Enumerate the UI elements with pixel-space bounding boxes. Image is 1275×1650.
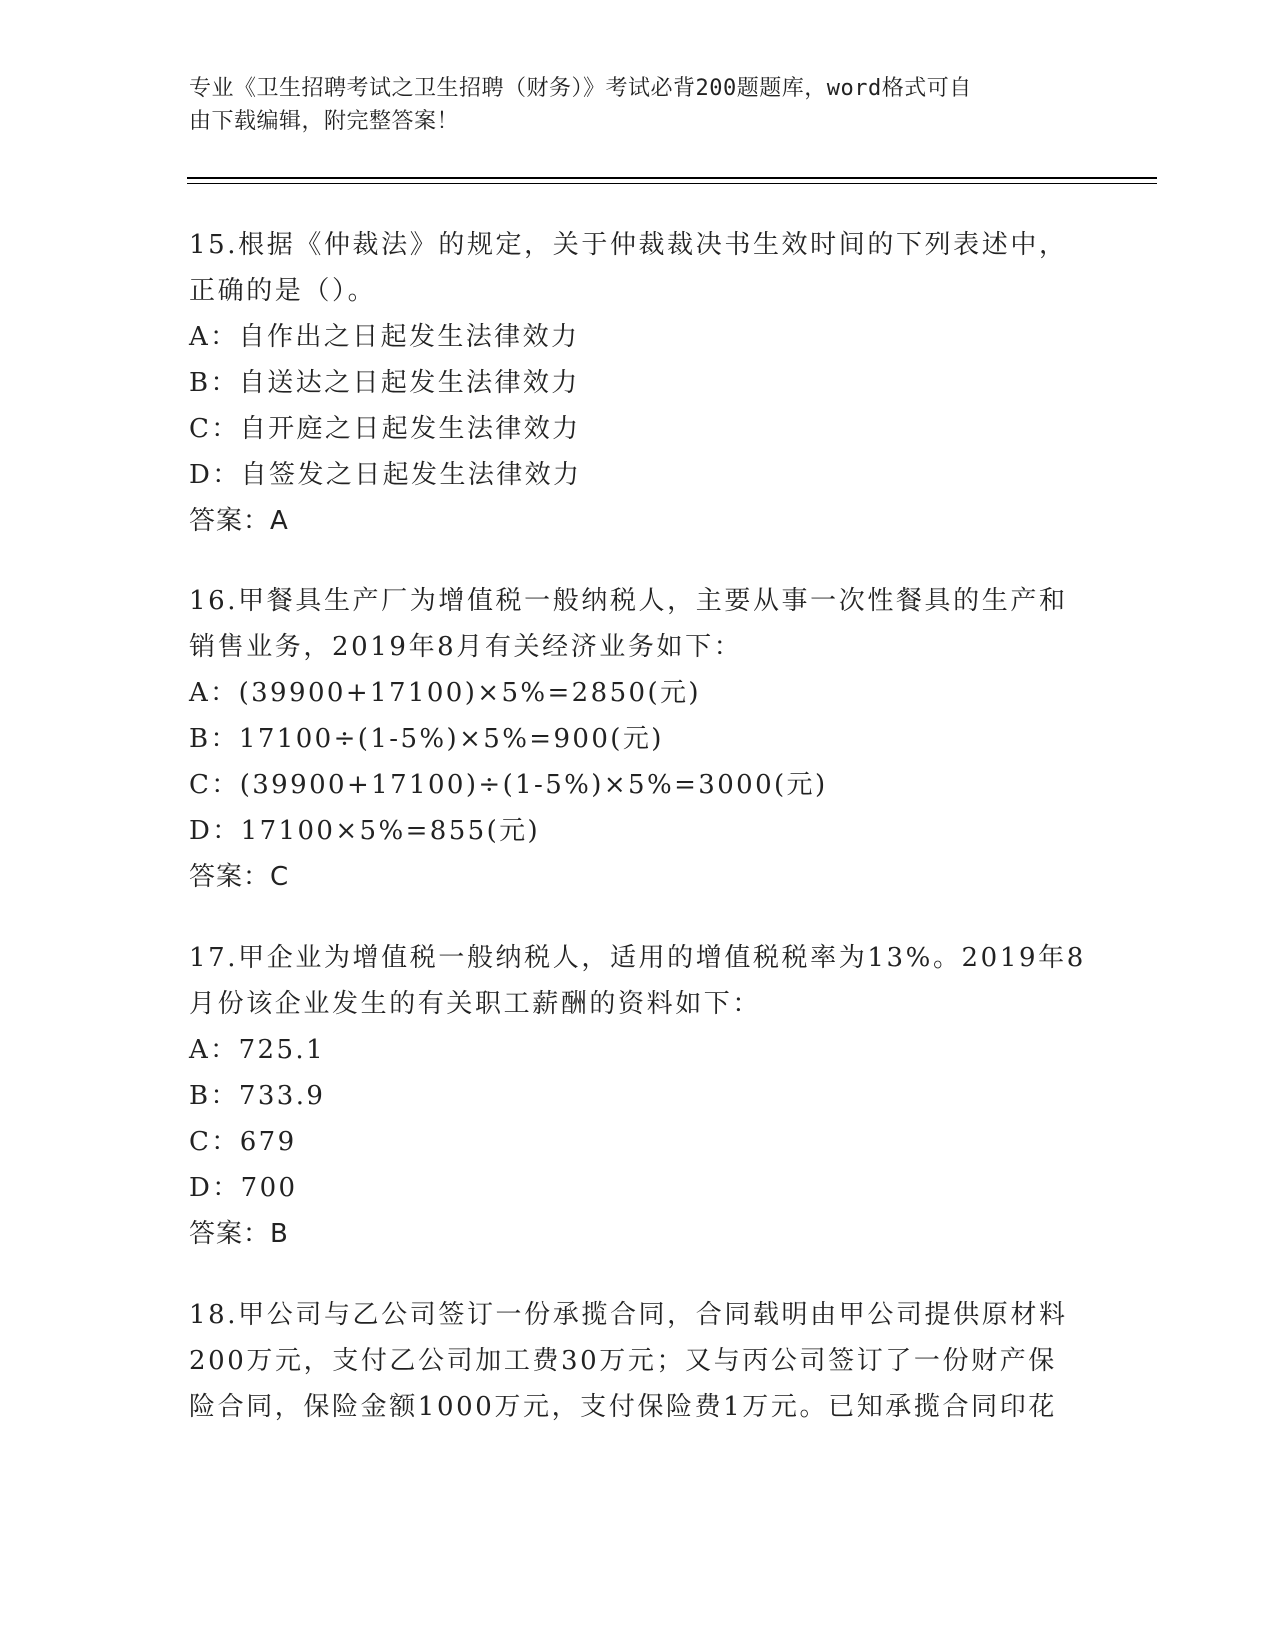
- question-15: [189, 222, 1089, 544]
- option-list: [189, 314, 1089, 498]
- question-stem-line-2: 正确的是（）。: [189, 276, 377, 306]
- option-d: D：700: [189, 1173, 298, 1203]
- question-stem: [189, 935, 1089, 1027]
- question-stem-line-1: 16.甲餐具生产厂为增值税一般纳税人，主要从事一次性餐具的生产和: [189, 586, 1068, 616]
- question-17: [189, 935, 1089, 1257]
- question-stem-line-2: 200万元，支付乙公司加工费30万元；又与丙公司签订了一份财产保: [189, 1346, 1057, 1376]
- option-d: D：自签发之日起发生法律效力: [189, 460, 582, 490]
- question-stem-line-1: 15.根据《仲裁法》的规定，关于仲裁裁决书生效时间的下列表述中，: [189, 230, 1068, 260]
- header-divider-thin: [187, 183, 1157, 184]
- document-header: [189, 72, 1089, 138]
- option-b: B：17100÷(1-5%)×5%=900(元): [189, 724, 664, 754]
- option-a: A：自作出之日起发生法律效力: [189, 322, 580, 352]
- answer-label: 答案：B: [189, 1219, 289, 1249]
- question-stem-line-2: 月份该企业发生的有关职工薪酬的资料如下：: [189, 989, 762, 1019]
- answer-label: 答案：A: [189, 506, 289, 536]
- option-a: A：(39900+17100)×5%=2850(元): [189, 678, 701, 708]
- question-stem: [189, 1292, 1089, 1430]
- question-stem-line-1: 18.甲公司与乙公司签订一份承揽合同，合同载明由甲公司提供原材料: [189, 1300, 1068, 1330]
- option-list: [189, 670, 1089, 854]
- question-stem-line-3: 险合同，保险金额1000万元，支付保险费1万元。已知承揽合同印花: [189, 1392, 1057, 1422]
- header-line-1: 专业《卫生招聘考试之卫生招聘（财务）》考试必背200题题库，word格式可自: [189, 76, 972, 101]
- question-16: [189, 578, 1089, 900]
- option-c: C：(39900+17100)÷(1-5%)×5%=3000(元): [189, 770, 828, 800]
- question-stem: [189, 578, 1089, 670]
- option-list: [189, 1027, 1089, 1211]
- option-b: B：733.9: [189, 1081, 326, 1111]
- header-divider-thick: [187, 177, 1157, 179]
- question-18: [189, 1292, 1089, 1430]
- option-c: C：自开庭之日起发生法律效力: [189, 414, 581, 444]
- option-c: C：679: [189, 1127, 297, 1157]
- header-line-2: 由下载编辑，附完整答案！: [189, 109, 460, 134]
- question-stem: [189, 222, 1089, 314]
- answer-label: 答案：C: [189, 862, 290, 892]
- option-d: D：17100×5%=855(元): [189, 816, 541, 846]
- option-a: A：725.1: [189, 1035, 326, 1065]
- option-b: B：自送达之日起发生法律效力: [189, 368, 580, 398]
- question-stem-line-1: 17.甲企业为增值税一般纳税人，适用的增值税税率为13%。2019年8: [189, 943, 1086, 973]
- question-stem-line-2: 销售业务，2019年8月有关经济业务如下：: [189, 632, 743, 662]
